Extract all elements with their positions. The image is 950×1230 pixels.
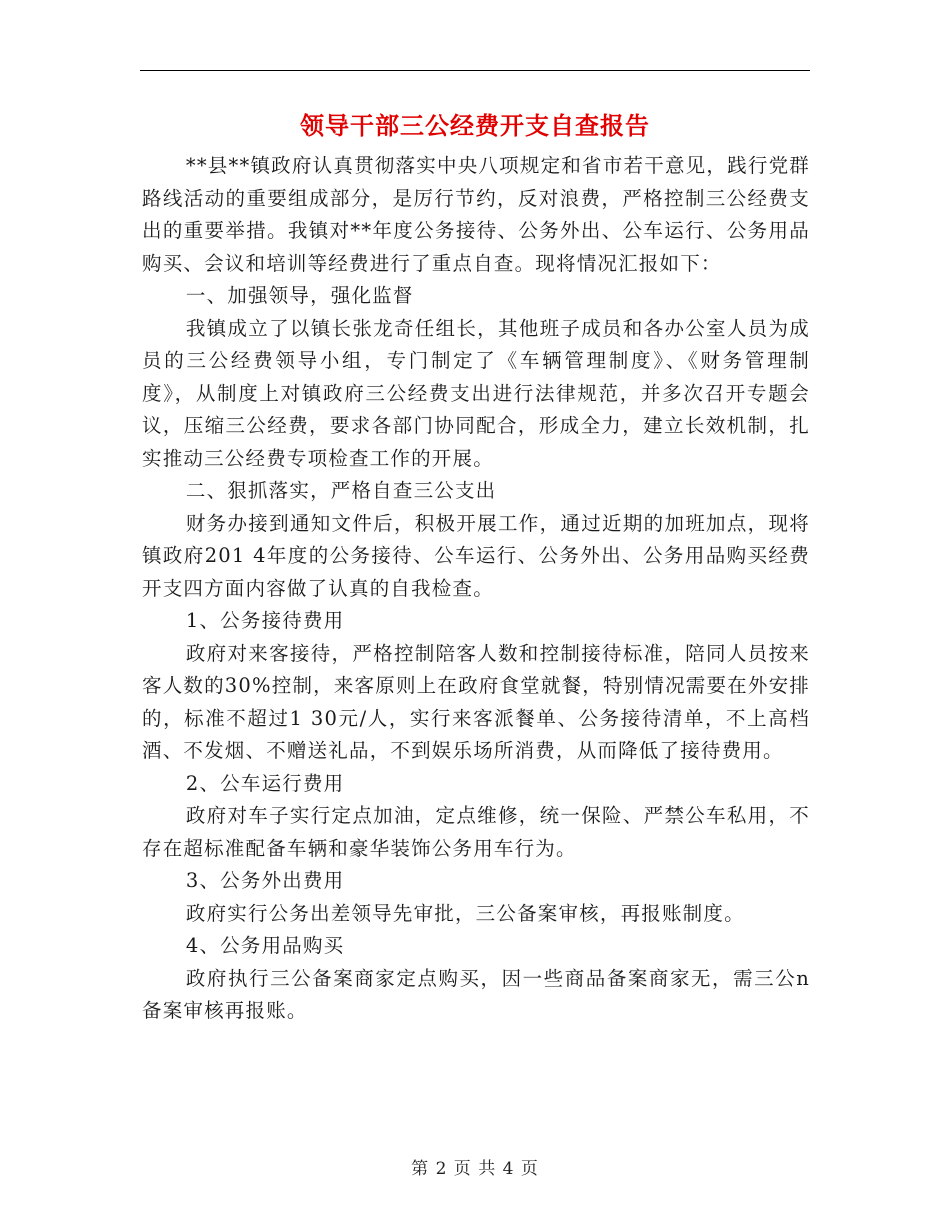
document-title: 领导干部三公经费开支自查报告 (300, 112, 650, 140)
subheading-reception: 1、公务接待费用 (185, 609, 345, 632)
document-body (142, 150, 810, 1028)
subheading-vehicle: 2、公车运行费用 (185, 771, 345, 795)
paragraph: 政府对车子实行定点加油，定点维修，统一保险、严禁公车私用，不存在超标准配备车辆和豪华装饰公务用车行为。 (142, 804, 810, 860)
paragraph: 政府实行公务出差领导先审批，三公备案审核，再报账制度。 (185, 901, 745, 925)
paragraph: 政府对来客接待，严格控制陪客人数和控制接待标准，陪同人员按来客人数的30%控制，来客原则上在政府食堂就餐，特别情况需要在外安排的，标准不超过1 30元/人，实行来客派餐单、公务接待清单，不上高档酒、不发烟、不赠送礼品，不到娱乐场所消费，从而降低了接待费用。 (142, 641, 810, 762)
subheading-travel: 3、公务外出费用 (185, 869, 345, 892)
paragraph: 我镇成立了以镇长张龙奇任组长，其他班子成员和各办公室人员为成员的三公经费领导小组，专门制定了《车辆管理制度》、《财务管理制度》，从制度上对镇政府三公经费支出进行法律规范，并多次召开专题会议，压缩三公经费，要求各部门协同配合，形成全力，建立长效机制，扎实推动三公经费专项检查工作的开展。 (142, 316, 810, 470)
section-heading-2: 二、狠抓落实，严格自查三公支出 (185, 479, 497, 502)
intro-paragraph: **县**镇政府认真贯彻落实中央八项规定和省市若干意见，践行党群路线活动的重要组成部分，是厉行节约，反对浪费，严格控制三公经费支出的重要举措。我镇对**年度公务接待、公务外出、公车运行、公务用品购买、会议和培训等经费进行了重点自查。现将情况汇报如下： (142, 154, 810, 275)
paragraph: 政府执行三公备案商家定点购买，因一些商品备案商家无，需三公n备案审核再报账。 (142, 966, 810, 1022)
paragraph: 财务办接到通知文件后，积极开展工作，通过近期的加班加点，现将镇政府201 4年度的公务接待、公车运行、公务外出、公务用品购买经费开支四方面内容做了认真的自我检查。 (142, 511, 810, 600)
page-number-footer: 第 2 页 共 4 页 (411, 1159, 539, 1179)
subheading-supplies: 4、公务用品购买 (185, 934, 345, 957)
section-heading-1: 一、加强领导，强化监督 (185, 284, 414, 307)
header-rule (140, 70, 810, 71)
